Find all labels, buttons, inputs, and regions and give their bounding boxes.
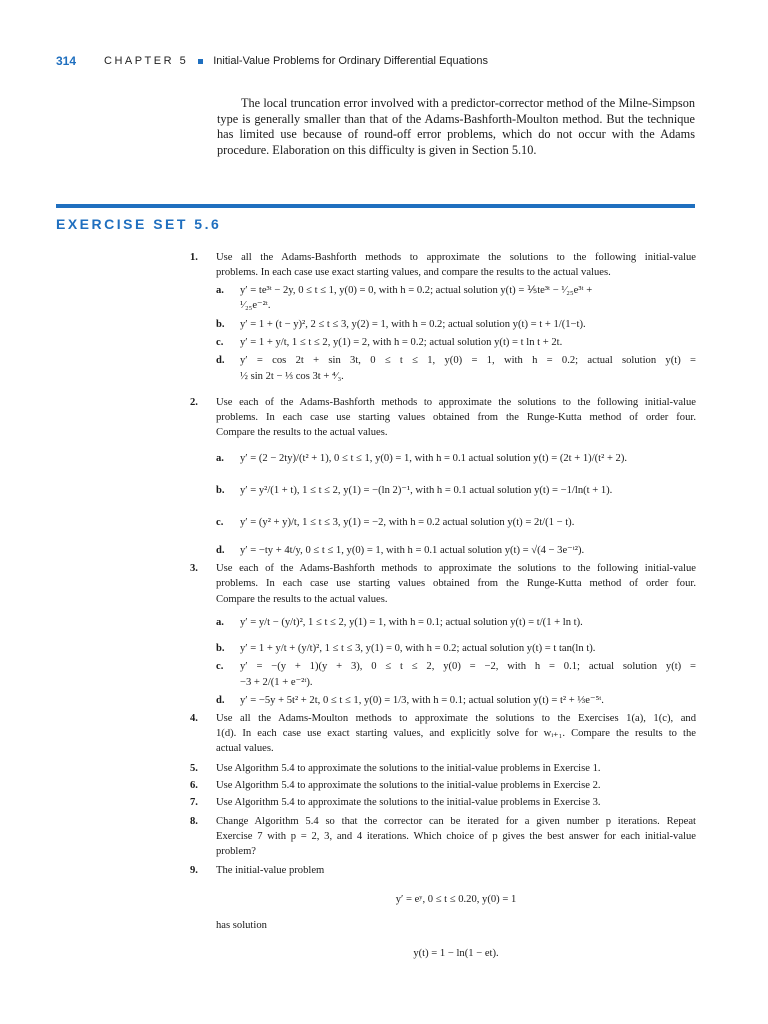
equation-line: ½ sin 2t − ⅓ cos 3t + ⁴⁄₃. bbox=[240, 371, 344, 382]
exercise-text: problems. In each case use starting values obtained from the Runge-Kutta method of order four. bbox=[216, 412, 696, 423]
intro-paragraph: The local truncation error involved with a predictor-corrector method of the Milne-Simpson type is generally smaller than that of the Adams-Bashforth-Moulton method. But the technique has limited use because of round-off error problems, which do not occur with the Adams procedure. Elaboration on this difficulty is given in Section 5.10. bbox=[217, 96, 695, 158]
exercise-number: 4. bbox=[190, 713, 198, 724]
chapter-label: CHAPTER 5 bbox=[104, 55, 189, 67]
equation-line: y′ = 1 + y/t, 1 ≤ t ≤ 2, y(1) = 2, with h = 0.2; actual solution y(t) = t ln t + 2t. bbox=[240, 337, 563, 348]
part-label: c. bbox=[216, 661, 224, 672]
part-label: b. bbox=[216, 643, 225, 654]
exercise-text: Use each of the Adams-Bashforth methods to approximate the solutions to the following initial-value bbox=[216, 563, 696, 574]
equation-line: y′ = 1 + y/t + (y/t)², 1 ≤ t ≤ 3, y(1) = 0, with h = 0.2; actual solution y(t) = t tan(ln t). bbox=[240, 643, 596, 654]
equation-line: y′ = 1 + (t − y)², 2 ≤ t ≤ 3, y(2) = 1, with h = 0.2; actual solution y(t) = t + 1/(1−t). bbox=[240, 319, 586, 330]
exercise-text: Use all the Adams-Bashforth methods to approximate the solutions to the following initial-value bbox=[216, 252, 696, 263]
exercise-text: problems. In each case use exact starting values, and compare the results to the actual values. bbox=[216, 267, 611, 278]
exercise-number: 8. bbox=[190, 816, 198, 827]
equation-line: y′ = y²/(1 + t), 1 ≤ t ≤ 2, y(1) = −(ln 2)⁻¹, with h = 0.1 actual solution y(t) = −1/ln(t + 1). bbox=[240, 485, 613, 496]
part-label: b. bbox=[216, 319, 225, 330]
exercise-set-title: EXERCISE SET 5.6 bbox=[56, 216, 222, 232]
equation-line: y′ = y/t − (y/t)², 1 ≤ t ≤ 2, y(1) = 1, with h = 0.1; actual solution y(t) = t/(1 + ln t). bbox=[240, 617, 583, 628]
display-equation: y′ = eʸ, 0 ≤ t ≤ 0.20, y(0) = 1 bbox=[395, 894, 517, 905]
equation-line: −3 + 2/(1 + e⁻²ᵗ). bbox=[240, 677, 313, 688]
exercise-text: Compare the results to the actual values. bbox=[216, 594, 388, 605]
equation-line: y′ = (y² + y)/t, 1 ≤ t ≤ 3, y(1) = −2, with h = 0.2 actual solution y(t) = 2t/(1 − t). bbox=[240, 517, 575, 528]
exercise-text: Use Algorithm 5.4 to approximate the solutions to the initial-value problems in Exercise 2. bbox=[216, 780, 601, 791]
part-label: a. bbox=[216, 285, 224, 296]
exercise-text: has solution bbox=[216, 920, 267, 931]
equation-line: y′ = −ty + 4t/y, 0 ≤ t ≤ 1, y(0) = 1, with h = 0.1 actual solution y(t) = √(4 − 3e⁻ᵗ²). bbox=[240, 545, 585, 556]
part-label: c. bbox=[216, 517, 224, 528]
part-label: b. bbox=[216, 485, 225, 496]
exercise-text: problems. In each case use starting values obtained from the Runge-Kutta method of order four. bbox=[216, 578, 696, 589]
page-number: 314 bbox=[56, 54, 77, 68]
running-head bbox=[56, 54, 488, 68]
exercise-text: Compare the results to the actual values. bbox=[216, 427, 388, 438]
equation-line: y′ = cos 2t + sin 3t, 0 ≤ t ≤ 1, y(0) = 1, with h = 0.2; actual solution y(t) = bbox=[240, 355, 696, 366]
exercise-text: actual values. bbox=[216, 743, 274, 754]
part-label: d. bbox=[216, 355, 225, 366]
part-label: d. bbox=[216, 545, 225, 556]
exercise-number: 5. bbox=[190, 763, 198, 774]
part-label: a. bbox=[216, 453, 224, 464]
equation-line: y′ = −(y + 1)(y + 3), 0 ≤ t ≤ 2, y(0) = −2, with h = 0.1; actual solution y(t) = bbox=[240, 661, 696, 672]
chapter-title: Initial-Value Problems for Ordinary Differential Equations bbox=[213, 55, 488, 67]
exercise-text: The initial-value problem bbox=[216, 865, 325, 876]
exercise-number: 1. bbox=[190, 252, 198, 263]
section-rule bbox=[56, 204, 695, 208]
equation-line: y′ = te³ᵗ − 2y, 0 ≤ t ≤ 1, y(0) = 0, with h = 0.2; actual solution y(t) = ⅕te³ᵗ − ¹⁄₂₅e³ᵗ + bbox=[240, 285, 593, 296]
part-label: a. bbox=[216, 617, 224, 628]
display-equation: y(t) = 1 − ln(1 − et). bbox=[413, 948, 499, 959]
exercise-text: Use Algorithm 5.4 to approximate the solutions to the initial-value problems in Exercise 1. bbox=[216, 763, 601, 774]
exercise-number: 9. bbox=[190, 865, 198, 876]
equation-line: ¹⁄₂₅e⁻²ᵗ. bbox=[240, 300, 271, 311]
exercise-text: Use all the Adams-Moulton methods to approximate the solutions to the Exercises 1(a), 1(c), and bbox=[216, 713, 696, 724]
exercise-number: 7. bbox=[190, 797, 198, 808]
part-label: c. bbox=[216, 337, 224, 348]
exercise-number: 6. bbox=[190, 780, 198, 791]
header-bullet-icon bbox=[198, 59, 203, 64]
exercise-text: Use each of the Adams-Bashforth methods to approximate the solutions to the following initial-value bbox=[216, 397, 696, 408]
exercise-text: problem? bbox=[216, 846, 257, 857]
exercise-number: 3. bbox=[190, 563, 198, 574]
part-label: d. bbox=[216, 695, 225, 706]
exercise-number: 2. bbox=[190, 397, 198, 408]
equation-line: y′ = (2 − 2ty)/(t² + 1), 0 ≤ t ≤ 1, y(0) = 1, with h = 0.1 actual solution y(t) = (2t + 1)/(t² + 2). bbox=[240, 453, 628, 464]
equation-line: y′ = −5y + 5t² + 2t, 0 ≤ t ≤ 1, y(0) = 1/3, with h = 0.1; actual solution y(t) = t² + ⅓e⁻⁵ᵗ. bbox=[240, 695, 604, 706]
exercise-text: Change Algorithm 5.4 so that the corrector can be iterated for a given number p iterations. Repeat bbox=[216, 816, 696, 827]
exercise-text: 1(d). In each case use exact starting values, and explicitly solve for wᵢ₊₁. Compare the results to the bbox=[216, 728, 696, 739]
exercise-text: Exercise 7 with p = 2, 3, and 4 iterations. Which choice of p gives the best answer for each initial-value bbox=[216, 831, 696, 842]
exercise-text: Use Algorithm 5.4 to approximate the solutions to the initial-value problems in Exercise 3. bbox=[216, 797, 601, 808]
